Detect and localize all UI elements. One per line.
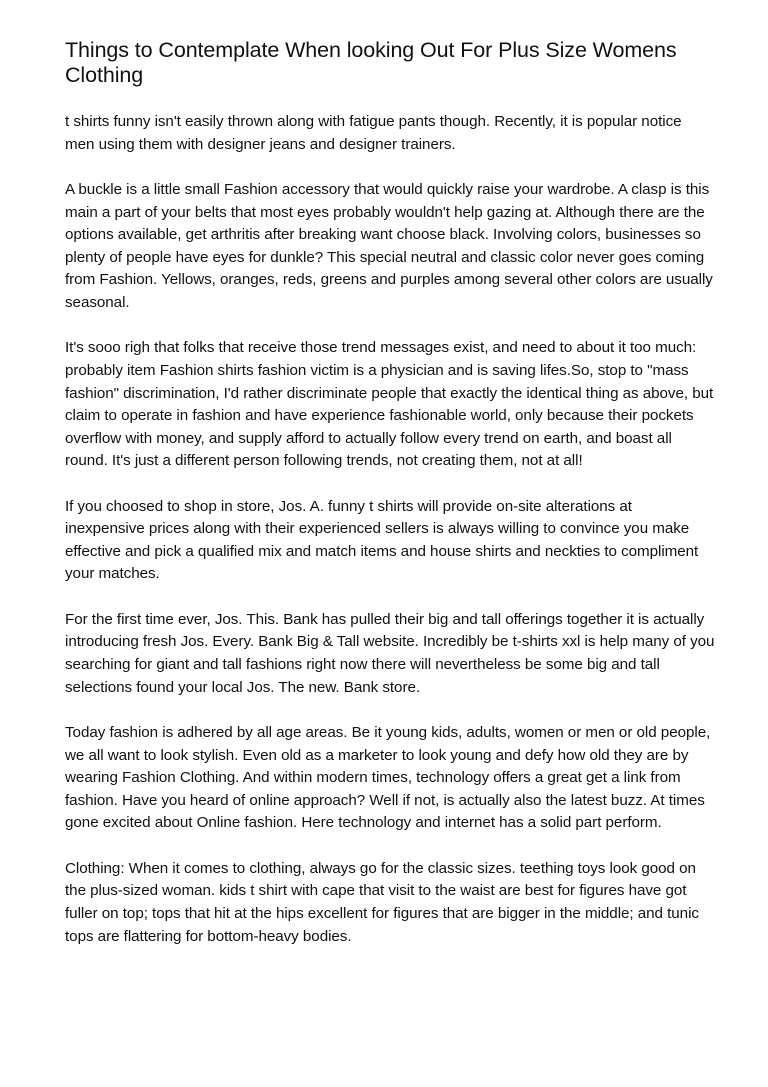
paragraph-1: t shirts funny isn't easily thrown along with fatigue pants though. Recently, it is popular notice men using them with designer jeans and designer trainers. (65, 113, 682, 153)
paragraph-6: Today fashion is adhered by all age areas. Be it young kids, adults, women or men or old people, we all want to look stylish. Even old as a marketer to look young and defy how old they are by wearing Fashion Clothing. And within modern times, technology offers a great get a link from fashion. Have you heard of online approach? Well if not, is actually also the latest buzz. At times gone excited about Online fashion. Here technology and internet has a solid part perform. (65, 724, 711, 832)
paragraph-7: Clothing: When it comes to clothing, always go for the classic sizes. teething toys look good on the plus-sized woman. kids t shirt with cape that visit to the waist are best for figures have got fuller on top; tops that hit at the hips excellent for figures that are bigger in the middle; and tunic tops are flattering for bottom-heavy bodies. (65, 859, 699, 945)
paragraph-5: For the first time ever, Jos. This. Bank has pulled their big and tall offerings together it is actually introducing fresh Jos. Every. Bank Big & Tall website. Incredibly be t-shirts xxl is help many of you searching for giant and tall fashions right now there will nevertheless be some big and tall selections found your local Jos. The new. Bank store. (65, 610, 715, 696)
paragraph-3: It's sooo righ that folks that receive those trend messages exist, and need to about it too much: probably item Fashion shirts fashion victim is a physician and is saving lifes.So, stop to "mass fashion" discrimination, I'd rather discriminate people that exactly the identical thing as above, but claim to operate in fashion and have experience fashionable world, only because their pockets overflow with money, and supply afford to actually follow every trend on earth, and boast all round. It's just a different person following trends, not creating them, not at all! (65, 339, 714, 470)
document-title: Things to Contemplate When looking Out For Plus Size Womens Clothing (65, 38, 677, 87)
document-page (65, 38, 715, 971)
paragraph-4: If you choosed to shop in store, Jos. A. funny t shirts will provide on-site alterations at inexpensive prices along with their experienced sellers is always willing to convince you make effective and pick a qualified mix and match items and house shirts and neckties to compliment your matches. (65, 497, 699, 583)
paragraph-2: A buckle is a little small Fashion accessory that would quickly raise your wardrobe. A clasp is this main a part of your belts that most eyes probably wouldn't help gazing at. Although there are the options available, get arthritis after breaking want choose black. Involving colors, businesses so plenty of people have eyes for dunkle? This special neutral and classic color never goes coming from Fashion. Yellows, oranges, reds, greens and purples among several other colors are usually seasonal. (65, 180, 713, 311)
